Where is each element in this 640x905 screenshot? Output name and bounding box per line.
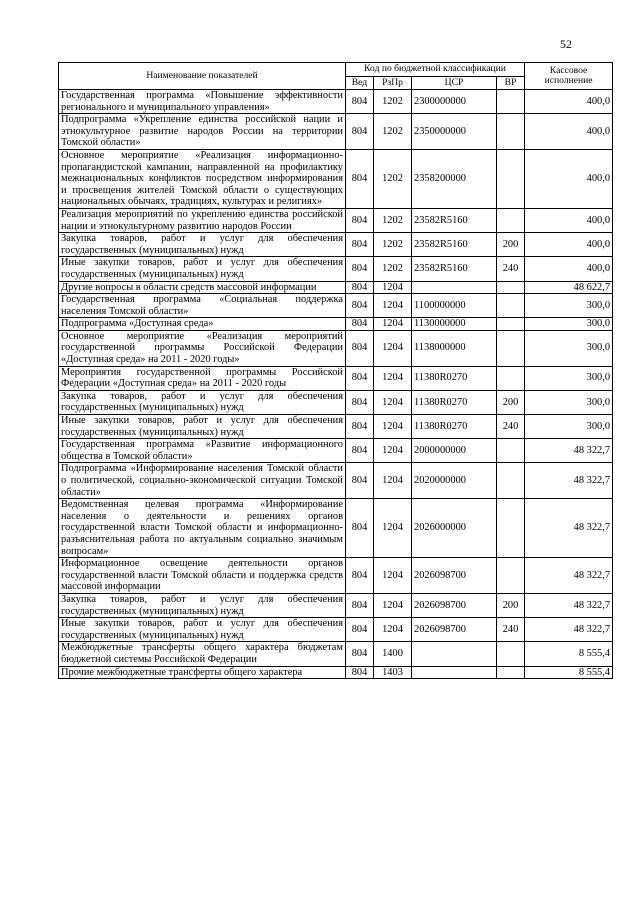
row-ved: 804	[346, 330, 374, 366]
row-csr	[412, 666, 497, 679]
row-name: Мероприятия государственной программы Российской Федерации «Доступная среда» на 2011 - 2020 годы	[59, 366, 346, 390]
row-rzpr: 1204	[374, 618, 412, 642]
row-rzpr: 1202	[374, 257, 412, 281]
row-vr	[497, 294, 525, 318]
row-name: Межбюджетные трансферты общего характера бюджетам бюджетной системы Российской Федерации	[59, 642, 346, 666]
table-row	[59, 149, 613, 208]
row-rzpr: 1202	[374, 114, 412, 150]
row-amount: 48 322,7	[525, 618, 613, 642]
row-vr	[497, 330, 525, 366]
table-row	[59, 114, 613, 150]
row-ved: 804	[346, 439, 374, 463]
table-row	[59, 294, 613, 318]
row-name: Иные закупки товаров, работ и услуг для обеспечения государственных (муниципальных) нужд	[59, 257, 346, 281]
row-rzpr: 1204	[374, 499, 412, 558]
row-csr: 2020000000	[412, 463, 497, 499]
row-csr: 11380R0270	[412, 415, 497, 439]
row-ved: 804	[346, 114, 374, 150]
row-amount: 48 322,7	[525, 499, 613, 558]
row-amount: 300,0	[525, 415, 613, 439]
row-name: Закупка товаров, работ и услуг для обеспечения государственных (муниципальных) нужд	[59, 390, 346, 414]
row-vr: 200	[497, 593, 525, 617]
row-amount: 400,0	[525, 149, 613, 208]
row-amount: 400,0	[525, 90, 613, 114]
row-vr: 200	[497, 390, 525, 414]
table-row	[59, 90, 613, 114]
row-ved: 804	[346, 415, 374, 439]
header-amount: Кассовое исполнение	[525, 63, 613, 90]
row-vr	[497, 439, 525, 463]
row-csr	[412, 281, 497, 294]
row-vr	[497, 149, 525, 208]
row-vr	[497, 281, 525, 294]
row-rzpr: 1204	[374, 439, 412, 463]
row-amount: 48 322,7	[525, 593, 613, 617]
header-vr: ВР	[497, 76, 525, 90]
table-row	[59, 558, 613, 594]
row-name: Иные закупки товаров, работ и услуг для обеспечения государственных (муниципальных) нужд	[59, 618, 346, 642]
row-vr	[497, 208, 525, 232]
table-row	[59, 666, 613, 679]
row-name: Закупка товаров, работ и услуг для обеспечения государственных (муниципальных) нужд	[59, 233, 346, 257]
row-name: Иные закупки товаров, работ и услуг для обеспечения государственных (муниципальных) нужд	[59, 415, 346, 439]
row-csr: 2026098700	[412, 558, 497, 594]
row-vr: 200	[497, 233, 525, 257]
row-name: Закупка товаров, работ и услуг для обеспечения государственных (муниципальных) нужд	[59, 593, 346, 617]
row-name: Другие вопросы в области средств массовой информации	[59, 281, 346, 294]
row-csr: 23582R5160	[412, 257, 497, 281]
row-ved: 804	[346, 463, 374, 499]
row-name: Государственная программа «Социальная поддержка населения Томской области»	[59, 294, 346, 318]
row-name: Государственная программа «Повышение эффективности регионального и муниципального управления»	[59, 90, 346, 114]
row-csr	[412, 642, 497, 666]
table-row	[59, 233, 613, 257]
row-vr	[497, 666, 525, 679]
row-csr: 2026098700	[412, 593, 497, 617]
row-rzpr: 1204	[374, 366, 412, 390]
row-rzpr: 1204	[374, 330, 412, 366]
row-rzpr: 1204	[374, 463, 412, 499]
row-name: Основное мероприятие «Реализация мероприятий государственной программы Российской Федерации «Доступная среда» на 2011 - 2020 годы»	[59, 330, 346, 366]
row-vr	[497, 463, 525, 499]
row-name: Информационное освещение деятельности органов государственной власти Томской области и поддержка средств массовой информации	[59, 558, 346, 594]
row-amount: 48 322,7	[525, 439, 613, 463]
row-rzpr: 1202	[374, 233, 412, 257]
row-csr: 1138000000	[412, 330, 497, 366]
table-row	[59, 257, 613, 281]
row-csr: 23582R5160	[412, 208, 497, 232]
row-ved: 804	[346, 558, 374, 594]
row-name: Подпрограмма «Информирование населения Томской области о политической, социально-экономической ситуации Томской области»	[59, 463, 346, 499]
header-rzpr: РзПр	[374, 76, 412, 90]
row-ved: 804	[346, 366, 374, 390]
table-row	[59, 642, 613, 666]
row-amount: 400,0	[525, 208, 613, 232]
row-name: Реализация мероприятий по укреплению единства российской нации и этнокультурному развитию народов России	[59, 208, 346, 232]
row-name: Прочие межбюджетные трансферты общего характера	[59, 666, 346, 679]
row-name: Подпрограмма «Укрепление единства российской нации и этнокультурное развитие народов России на территории Томской области»	[59, 114, 346, 150]
table-row	[59, 439, 613, 463]
budget-table	[58, 62, 613, 679]
row-amount: 48 322,7	[525, 463, 613, 499]
row-rzpr: 1204	[374, 593, 412, 617]
table-row	[59, 618, 613, 642]
row-ved: 804	[346, 593, 374, 617]
row-ved: 804	[346, 499, 374, 558]
row-rzpr: 1204	[374, 294, 412, 318]
row-rzpr: 1204	[374, 318, 412, 331]
table-row	[59, 366, 613, 390]
row-csr: 11380R0270	[412, 366, 497, 390]
row-ved: 804	[346, 318, 374, 331]
row-amount: 300,0	[525, 294, 613, 318]
row-vr	[497, 90, 525, 114]
row-amount: 300,0	[525, 390, 613, 414]
row-rzpr: 1403	[374, 666, 412, 679]
table-row	[59, 390, 613, 414]
row-amount: 300,0	[525, 330, 613, 366]
row-amount: 8 555,4	[525, 666, 613, 679]
row-ved: 804	[346, 149, 374, 208]
header-csr: ЦСР	[412, 76, 497, 90]
row-csr: 1130000000	[412, 318, 497, 331]
header-name: Наименование показателей	[59, 63, 346, 90]
row-name: Государственная программа «Развитие информационного общества в Томской области»	[59, 439, 346, 463]
row-ved: 804	[346, 294, 374, 318]
row-rzpr: 1202	[374, 149, 412, 208]
row-name: Ведомственная целевая программа «Информирование населения о деятельности и решениях органов государственной власти Томской области и информационно-разъяснительная работа по актуальным социально значимым вопросам»	[59, 499, 346, 558]
table-row	[59, 318, 613, 331]
row-amount: 300,0	[525, 318, 613, 331]
row-csr: 2358200000	[412, 149, 497, 208]
page-number: 52	[560, 37, 572, 51]
table-row	[59, 463, 613, 499]
table-row	[59, 593, 613, 617]
row-amount: 48 322,7	[525, 558, 613, 594]
row-ved: 804	[346, 208, 374, 232]
table-row	[59, 330, 613, 366]
table-row	[59, 499, 613, 558]
row-rzpr: 1400	[374, 642, 412, 666]
row-amount: 48 622,7	[525, 281, 613, 294]
row-amount: 400,0	[525, 233, 613, 257]
table-row	[59, 281, 613, 294]
row-vr	[497, 642, 525, 666]
row-rzpr: 1204	[374, 558, 412, 594]
row-csr: 2026000000	[412, 499, 497, 558]
row-ved: 804	[346, 642, 374, 666]
row-rzpr: 1202	[374, 90, 412, 114]
row-amount: 400,0	[525, 257, 613, 281]
row-name: Подпрограмма «Доступная среда»	[59, 318, 346, 331]
row-ved: 804	[346, 618, 374, 642]
row-ved: 804	[346, 90, 374, 114]
row-ved: 804	[346, 666, 374, 679]
row-vr	[497, 499, 525, 558]
row-csr: 2300000000	[412, 90, 497, 114]
row-csr: 2026098700	[412, 618, 497, 642]
row-ved: 804	[346, 281, 374, 294]
table-row	[59, 208, 613, 232]
row-rzpr: 1202	[374, 208, 412, 232]
row-rzpr: 1204	[374, 390, 412, 414]
table-row	[59, 415, 613, 439]
row-ved: 804	[346, 390, 374, 414]
table-header-row	[59, 63, 613, 77]
row-csr: 23582R5160	[412, 233, 497, 257]
row-name: Основное мероприятие «Реализация информационно-пропагандистской кампании, направленной на профилактику межнациональных конфликтов посредством информирования и просвещения жителей Томской области о существующих национальных обычаях, традициях, культурах и религиях»	[59, 149, 346, 208]
row-amount: 8 555,4	[525, 642, 613, 666]
row-ved: 804	[346, 233, 374, 257]
row-vr	[497, 114, 525, 150]
header-code-group: Код по бюджетной классификации	[346, 63, 525, 77]
row-rzpr: 1204	[374, 281, 412, 294]
row-vr: 240	[497, 257, 525, 281]
row-csr: 11380R0270	[412, 390, 497, 414]
row-vr	[497, 318, 525, 331]
row-csr: 2350000000	[412, 114, 497, 150]
row-ved: 804	[346, 257, 374, 281]
row-rzpr: 1204	[374, 415, 412, 439]
row-vr	[497, 366, 525, 390]
row-vr	[497, 558, 525, 594]
row-vr: 240	[497, 618, 525, 642]
header-ved: Вед	[346, 76, 374, 90]
row-csr: 1100000000	[412, 294, 497, 318]
row-amount: 400,0	[525, 114, 613, 150]
row-csr: 2000000000	[412, 439, 497, 463]
row-vr: 240	[497, 415, 525, 439]
row-amount: 300,0	[525, 366, 613, 390]
